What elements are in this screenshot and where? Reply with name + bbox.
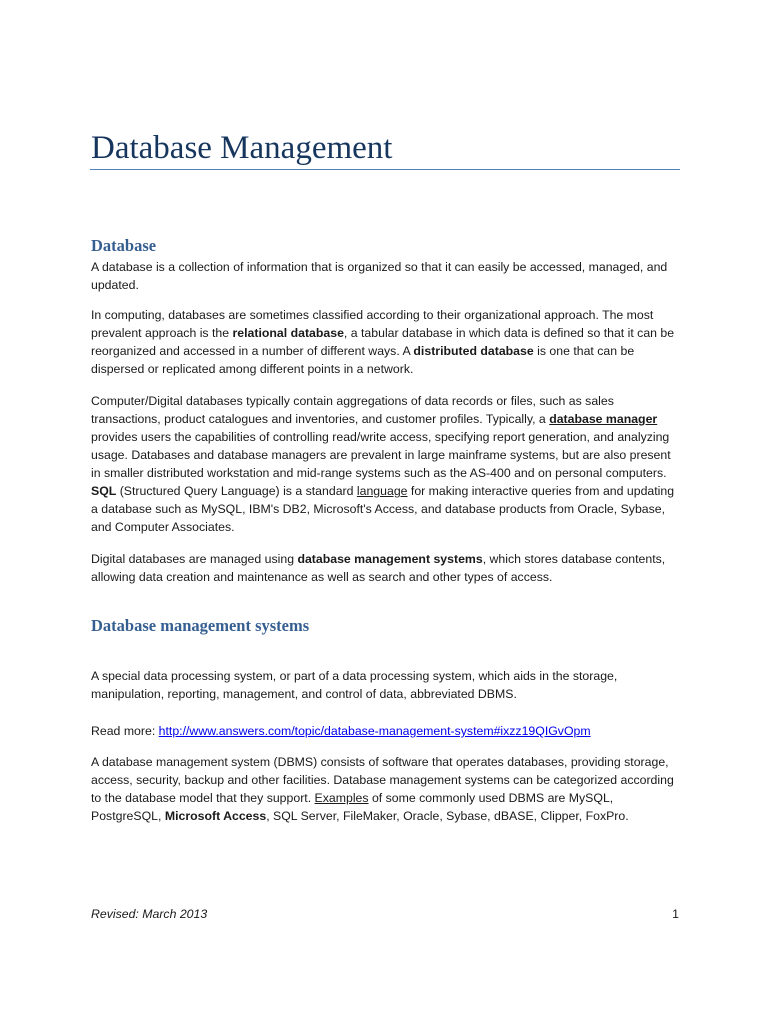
bold-term-sql: SQL: [91, 484, 117, 498]
page-number: 1: [672, 907, 679, 921]
read-more-line: [91, 722, 681, 740]
paragraph-text: [91, 392, 681, 536]
text-span: Computer/Digital databases typically contain aggregations of data records or files, such as sales transactions, product catalogues and inventories, and customer profiles. Typically, a: [91, 394, 614, 426]
paragraph-3: [91, 392, 681, 536]
page-title: Database Management: [91, 130, 393, 166]
paragraph-text: [91, 306, 681, 378]
text-span: for making interactive queries from and updating a database such as MySQL, IBM's DB2, Microsoft's Access, and database products from Oracle, Sybase, and Computer Associates.: [91, 484, 675, 534]
bold-term-distributed-database: distributed database: [413, 344, 534, 358]
link-language[interactable]: language: [356, 484, 408, 498]
text-span: is one that can be dispersed or replicated among different points in a network.: [91, 344, 635, 376]
text-span: of some commonly used DBMS are MySQL, PostgreSQL,: [91, 791, 614, 823]
text-span: Digital databases are managed using: [91, 552, 298, 566]
read-more-label: Read more:: [91, 724, 159, 738]
section-database: [91, 235, 681, 257]
paragraph-5: [91, 667, 681, 703]
title-underline: [90, 169, 680, 170]
paragraph-text: [91, 753, 681, 825]
text-span: A database management system (DBMS) consists of software that operates databases, providing storage, access, security, backup and other facilities. Database management systems can be categorized according to the database model that they support.: [91, 755, 674, 805]
text-span: In computing, databases are sometimes classified according to their organizational approach. The most prevalent approach is the: [91, 308, 654, 340]
page-footer: [91, 905, 681, 923]
read-more-link[interactable]: http://www.answers.com/topic/database-management-system#ixzz19QIGvOpm: [158, 724, 591, 738]
paragraph-2: [91, 306, 681, 378]
text-span: , which stores database contents, allowing data creation and maintenance as well as search and other types of access.: [91, 552, 666, 584]
text-span: provides users the capabilities of controlling read/write access, specifying report generation, and analyzing usage. Databases and database managers are prevalent in large mainframe systems, but are also present in smaller distributed workstation and mid-range systems such as the AS-400 and on personal computers.: [91, 430, 671, 480]
paragraph-text: [91, 722, 681, 740]
paragraph-text: A database is a collection of information that is organized so that it can easily be accessed, managed, and updated.: [91, 260, 668, 292]
bold-term-relational-database: relational database: [232, 326, 344, 340]
paragraph-4: [91, 550, 681, 586]
section-dbms: [91, 615, 681, 637]
bold-term-microsoft-access: Microsoft Access: [164, 809, 267, 823]
paragraph-6: [91, 753, 681, 825]
paragraph-text: [91, 550, 681, 586]
paragraph-text: A special data processing system, or part of a data processing system, which aids in the storage, manipulation, reporting, management, and control of data, abbreviated DBMS.: [91, 669, 618, 701]
section-heading-dbms: Database management systems: [91, 616, 310, 635]
link-examples[interactable]: Examples: [314, 791, 369, 805]
section-heading-database: Database: [91, 236, 157, 255]
text-span: , a tabular database in which data is defined so that it can be reorganized and accessed in a number of different ways. A: [91, 326, 675, 358]
bold-term-dbms: database management systems: [297, 552, 483, 566]
revised-date: Revised: March 2013: [91, 907, 208, 921]
text-span: (Structured Query Language) is a standard: [116, 484, 357, 498]
link-database-manager[interactable]: database manager: [549, 412, 658, 426]
paragraph-1: [91, 258, 681, 294]
text-span: , SQL Server, FileMaker, Oracle, Sybase, dBASE, Clipper, FoxPro.: [266, 809, 629, 823]
